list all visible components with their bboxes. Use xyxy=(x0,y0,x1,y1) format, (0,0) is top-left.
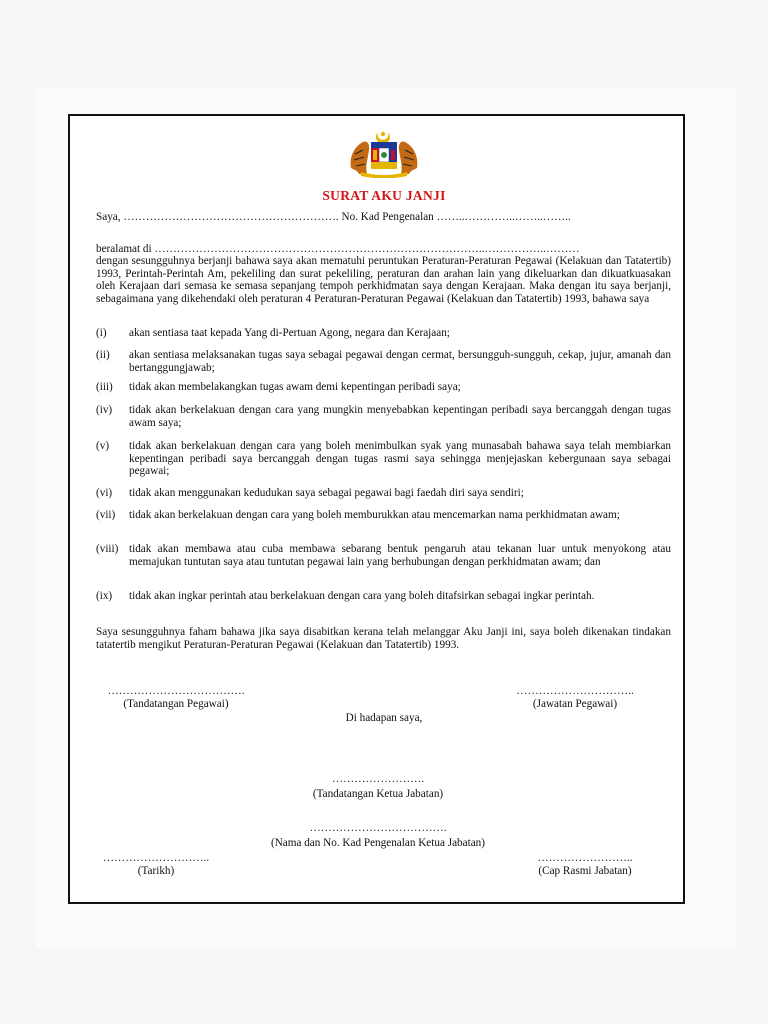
list-item-number: (ix) xyxy=(96,590,113,602)
list-item xyxy=(96,509,671,522)
name-ic-line: Saya, …………………………………………………. No. Kad Pengenalan ……..…………..……..…….. xyxy=(96,211,571,223)
head-signature-dots: ……………………. xyxy=(331,773,425,785)
date-dots: ……………………….. xyxy=(102,852,210,864)
list-item-number: (v) xyxy=(96,440,110,452)
list-item-number: (vi) xyxy=(96,487,113,499)
list-item-number: (vii) xyxy=(96,509,116,521)
head-signature-label: (Tandatangan Ketua Jabatan) xyxy=(312,788,444,800)
list-item-text: tidak akan berkelakuan dengan cara yang boleh memburukkan atau mencemarkan nama perkhidmatan awam; xyxy=(129,509,620,521)
position-label: (Jawatan Pegawai) xyxy=(532,698,618,710)
list-item xyxy=(96,349,671,374)
officer-signature-label: (Tandatangan Pegawai) xyxy=(123,698,229,710)
stamp-label: (Cap Rasmi Jabatan) xyxy=(538,865,632,877)
list-item-text: tidak akan menggunakan kedudukan saya sebagai pegawai bagi faedah diri saya sendiri; xyxy=(129,487,524,499)
list-item xyxy=(96,590,671,603)
list-item-number: (viii) xyxy=(96,543,119,555)
list-item-number: (iii) xyxy=(96,381,113,393)
list-item-number: (i) xyxy=(96,327,107,339)
list-item xyxy=(96,381,671,394)
closing-paragraph: Saya sesungguhnya faham bahawa jika saya disabitkan kerana telah melanggar Aku Janji ini, saya boleh dikenakan tindakan tatatertib mengikut Peraturan-Peraturan Pegawai (Kelakuan dan Tatatertib) 1993. xyxy=(96,626,671,651)
list-item-text: akan sentiasa melaksanakan tugas saya sebagai pegawai dengan cermat, bersungguh-sungguh, cekap, jujur, amanah dan bertanggungjawab; xyxy=(129,349,671,374)
coat-of-arms-icon xyxy=(345,128,423,178)
list-item xyxy=(96,327,671,340)
list-item-number: (ii) xyxy=(96,349,110,361)
list-item-number: (iv) xyxy=(96,404,113,416)
list-item xyxy=(96,404,671,429)
list-item xyxy=(96,487,671,500)
head-name-dots: ………………………………. xyxy=(309,822,447,834)
list-item-text: tidak akan ingkar perintah atau berkelakuan dengan cara yang boleh ditafsirkan sebagai ingkar perintah. xyxy=(129,590,595,602)
list-item-text: tidak akan berkelakuan dengan cara yang mungkin menyebabkan kepentingan peribadi saya bercanggah dengan tugas awam saya; xyxy=(129,404,671,429)
stamp-dots: …………………….. xyxy=(537,852,633,864)
officer-signature-dots: ………………………………. xyxy=(107,685,245,697)
head-name-label: (Nama dan No. Kad Pengenalan Ketua Jabatan) xyxy=(270,837,486,849)
intro-paragraph: dengan sesungguhnya berjanji bahawa saya akan mematuhi peruntukan Peraturan-Peraturan Pegawai (Kelakuan dan Tatatertib) 1993, Perintah-Perintah Am, pekeliling dan surat pekeliling, peraturan dan arahan lain yang dikeluarkan dan dikuatkuasakan oleh Kerajaan dari semasa ke semasa sepanjang tempoh perkhidmatan saya dengan Kerajaan. Maka dengan itu saya berjanji, sebagaimana yang dikehendaki oleh peraturan 4 Peraturan-Peraturan Pegawai (Kelakuan dan Tatatertib) 1993, bahawa saya xyxy=(96,255,671,305)
date-label: (Tarikh) xyxy=(137,865,175,877)
list-item-text: tidak akan berkelakuan dengan cara yang boleh menimbulkan syak yang munasabah bahawa saya telah membiarkan kepentingan peribadi saya bercanggah dengan tugas rasmi saya sehingga menjejaskan kebergunaan saya sebagai pegawai; xyxy=(129,440,671,478)
list-item xyxy=(96,440,671,478)
position-dots: ………………………….. xyxy=(516,685,634,697)
list-item-text: akan sentiasa taat kepada Yang di-Pertuan Agong, negara dan Kerajaan; xyxy=(129,327,450,339)
address-line: beralamat di ……………………………………………………………………………..……………..……… xyxy=(96,243,580,255)
list-item-text: tidak akan membelakangkan tugas awam demi kepentingan peribadi saya; xyxy=(129,381,461,393)
list-item xyxy=(96,543,671,568)
in-presence-text: Di hadapan saya, xyxy=(345,712,423,724)
list-item-text: tidak akan membawa atau cuba membawa sebarang bentuk pengaruh atau tekanan luar untuk menyokong atau memajukan tuntutan saya atau tuntutan pegawai lain yang berhubungan dengan perkhidmatan awam; dan xyxy=(129,543,671,568)
document-title: SURAT AKU JANJI xyxy=(322,188,446,203)
